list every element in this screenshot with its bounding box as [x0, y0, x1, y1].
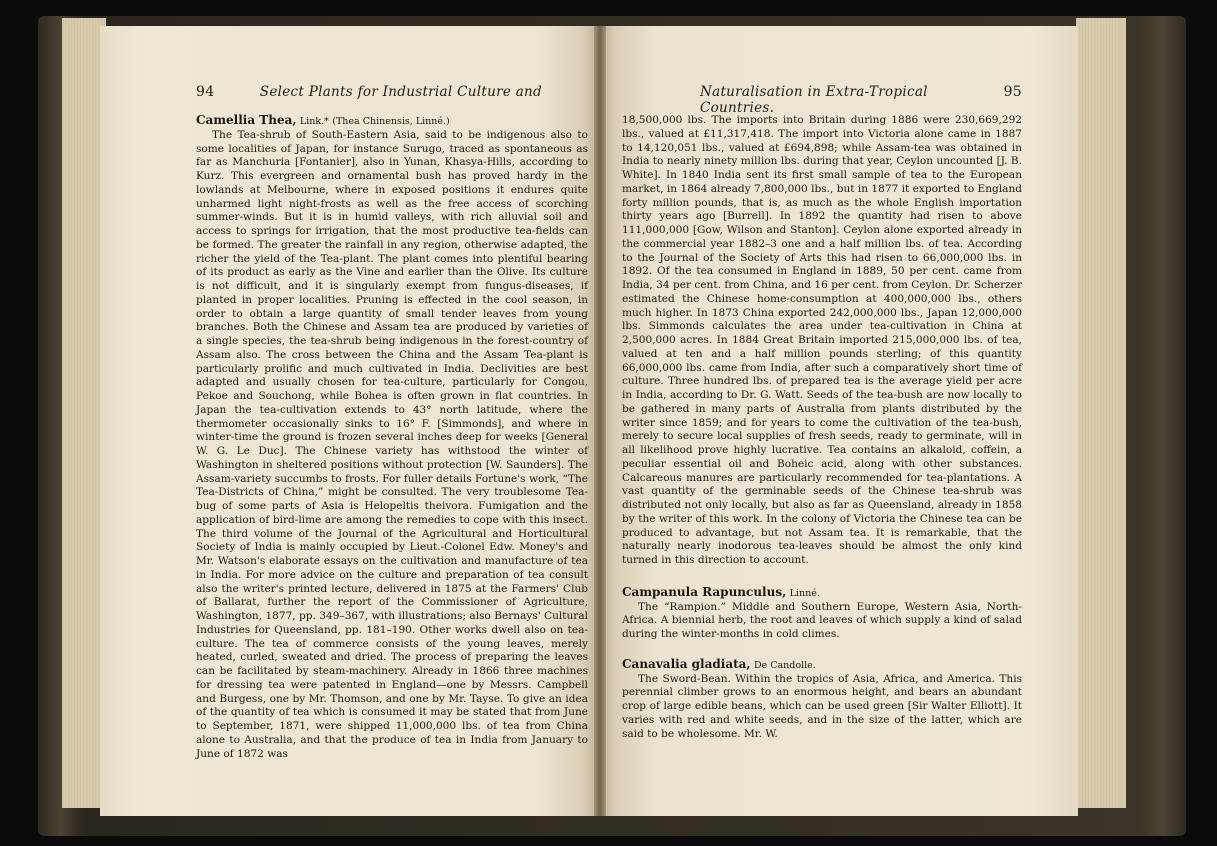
- right-running-head: [700, 84, 1022, 116]
- right-text-column: [622, 114, 1022, 741]
- right-page: [600, 26, 1078, 816]
- entry-authority: Link.*: [299, 116, 329, 127]
- left-text-column: [196, 114, 588, 761]
- entry-synonym: (Thea Chinensis, Linné.): [332, 116, 450, 127]
- entry-name: Camellia Thea,: [196, 113, 297, 127]
- entry3-paragraph: The Sword-Bean. Within the tropics of Asia, Africa, and America. This perennial climber grows to an enormous height, and bears an abundant crop of large edible beans, which can be used green [Sir Walter Elliott]. It varies with red and white seeds, and in the size of the latter, which are said to be wholesome. Mr. W.: [622, 672, 1022, 740]
- left-running-head: [196, 84, 570, 100]
- left-running-title: Select Plants for Industrial Culture and: [259, 84, 542, 100]
- entry3-authority: De Candolle.: [753, 659, 816, 671]
- left-page: [100, 26, 600, 816]
- entry2-authority: Linné.: [789, 587, 820, 599]
- right-page-edges: [1076, 18, 1126, 808]
- entry-heading-camellia: [196, 114, 588, 129]
- entry3-name: Canavalia gladiata,: [622, 656, 751, 671]
- right-running-title: Naturalisation in Extra-Tropical Countries.: [700, 84, 928, 116]
- entry-heading-campanula: [622, 586, 1022, 601]
- right-page-number: 95: [1003, 84, 1022, 100]
- entry-paragraph: The Tea-shrub of South-Eastern Asia, said to be indigenous also to some localities of Japan, for instance Surugo, traced as spontaneous as far as Manchuria [Fontanier], also in Yunan, Khasya-Hills, according to Kurz. This evergreen and ornamental bush has proved hardy in the lowlands at Melbourne, where in exposed positions it endures quite unharmed light night-frosts as well as the free access of scorching summer-winds. But it is in humid valleys, with rich alluvial soil and access to springs for irrigation, that the most productive tea-fields can be formed. The greater the rainfall in any region, otherwise adapted, the richer the yield of the Tea-plant. The plant comes into plentiful bearing of its product as early as the Vine and earlier than the Olive. Its culture is not difficult, and it is singularly exempt from fungus-diseases, if planted in proper localities. Pruning is effected in the cool season, in order to obtain a large quantity of small tender leaves from young branches. Both the Chinese and Assam tea are produced by varieties of a single species, the tea-shrub being indigenous in the forest-country of Assam also. The cross between the China and the Assam Tea-plant is particularly prolific and much cultivated in India. Declivities are best adapted and usually chosen for tea-culture, particularly for Congou, Pekoe and Souchong, while Bohea is often grown in flat countries. In Japan the tea-cultivation extends to 43° north latitude, where the thermometer occasionally sinks to 16° F. [Simmonds], and where in winter-time the ground is frozen several inches deep for weeks [General W. G. Le Duc]. The Chinese variety has withstood the winter of Washington in sheltered positions without protection [W. Saunders]. The Assam-variety succumbs to frosts. For fuller details Fortune's work, “The Tea-Districts of China,” might be consulted. The very troublesome Tea-bug of some parts of Asia is Helopeltis theivora. Fumigation and the application of bird-lime are among the remedies to cope with this insect. The third volume of the Journal of the Agricultural and Horticultural Society of India is mainly occupied by Lieut.-Colonel Edw. Money's and Mr. Watson's elaborate essays on the cultivation and manufacture of tea in India. For more advice on the culture and preparation of tea consult also the writer's printed lecture, delivered in 1875 at the Farmers' Club of Ballarat, further the report of the Commissioner of Agriculture, Washington, 1877, pp. 349–367, with illustrations; also Bernays' Cultural Industries for Queensland, pp. 181–190. Other works dwell also on tea-culture. The tea of commerce consists of the young leaves, merely heated, curled, sweated and dried. The process of preparing the leaves can be facilitated by steam-machinery. Already in 1866 three machines for dressing tea were patented in England—one by Messrs. Campbell and Burgess, one by Mr. Thomson, and one by Mr. Tayse. To give an idea of the quantity of tea which is consumed it may be stated that from June to September, 1871, were shipped 11,000,000 lbs. of tea from China alone to Australia, and that the produce of tea in India from January to June of 1872 was: [196, 128, 588, 760]
- entry2-name: Campanula Rapunculus,: [622, 584, 787, 599]
- entry-heading-canavalia: [622, 658, 1022, 673]
- continuation-paragraph: 18,500,000 lbs. The imports into Britain during 1886 were 230,669,292 lbs., valued at £11,317,418. The import into Victoria alone came in 1887 to 14,120,051 lbs., valued at £694,898; while Assam-tea was obtained in India to nearly ninety million lbs. during that year, Ceylon uncounted [J. B. White]. In 1840 India sent its first small sample of tea to the European market, in 1864 already 7,800,000 lbs., but in 1877 it exported to England forty million pounds, that is, as much as the whole English importation thirty years ago [Burrell]. In 1892 the quantity had risen to above 111,000,000 [Gow, Wilson and Stanton]. Ceylon alone exported already in the commercial year 1882–3 one and a half million lbs. of tea. According to the Journal of the Society of Arts this had risen to 66,000,000 lbs. in 1892. Of the tea consumed in England in 1889, 50 per cent. came from India, 34 per cent. from China, and 16 per cent. from Ceylon. Dr. Scherzer estimated the Chinese home-consumption at 400,000,000 lbs., others much higher. In 1873 China exported 242,000,000 lbs., Japan 12,000,000 lbs. Simmonds calculates the area under tea-cultivation in China at 2,500,000 acres. In 1884 Great Britain imported 215,000,000 lbs. of tea, valued at ten and a half million pounds sterling; of this quantity 66,000,000 lbs. came from India, after such a comparatively short time of culture. Three hundred lbs. of prepared tea is the average yield per acre in India, according to Dr. G. Watt. Seeds of the tea-bush are now locally to be gathered in many parts of Australia from plants distributed by the writer since 1859; and for years to come the cultivation of the tea-bush, merely to secure local supplies of fresh seeds, ready to germinate, will in all likelihood prove highly lucrative. Tea contains an alkaloid, coffein, a peculiar essential oil and Boheic acid, along with other substances. Calcareous manures are particularly recommended for tea-plantations. A vast quantity of the germinable seeds of the Chinese tea-shrub was distributed not only locally, but also as far as Queensland, already in 1858 by the writer of this work. In the colony of Victoria the Chinese tea can be produced to advantage, but not Assam tea. It is remarkable, that the naturally nearly inodorous tea-leaves should be almost the only kind turned in this direction to account.: [622, 114, 1022, 566]
- entry2-paragraph: The “Rampion.” Middle and Southern Europe, Western Asia, North-Africa. A biennial herb, the root and leaves of which supply a kind of salad during the winter-months in cold climes.: [622, 600, 1022, 640]
- left-page-number: 94: [196, 84, 215, 100]
- book-gutter: [594, 26, 606, 816]
